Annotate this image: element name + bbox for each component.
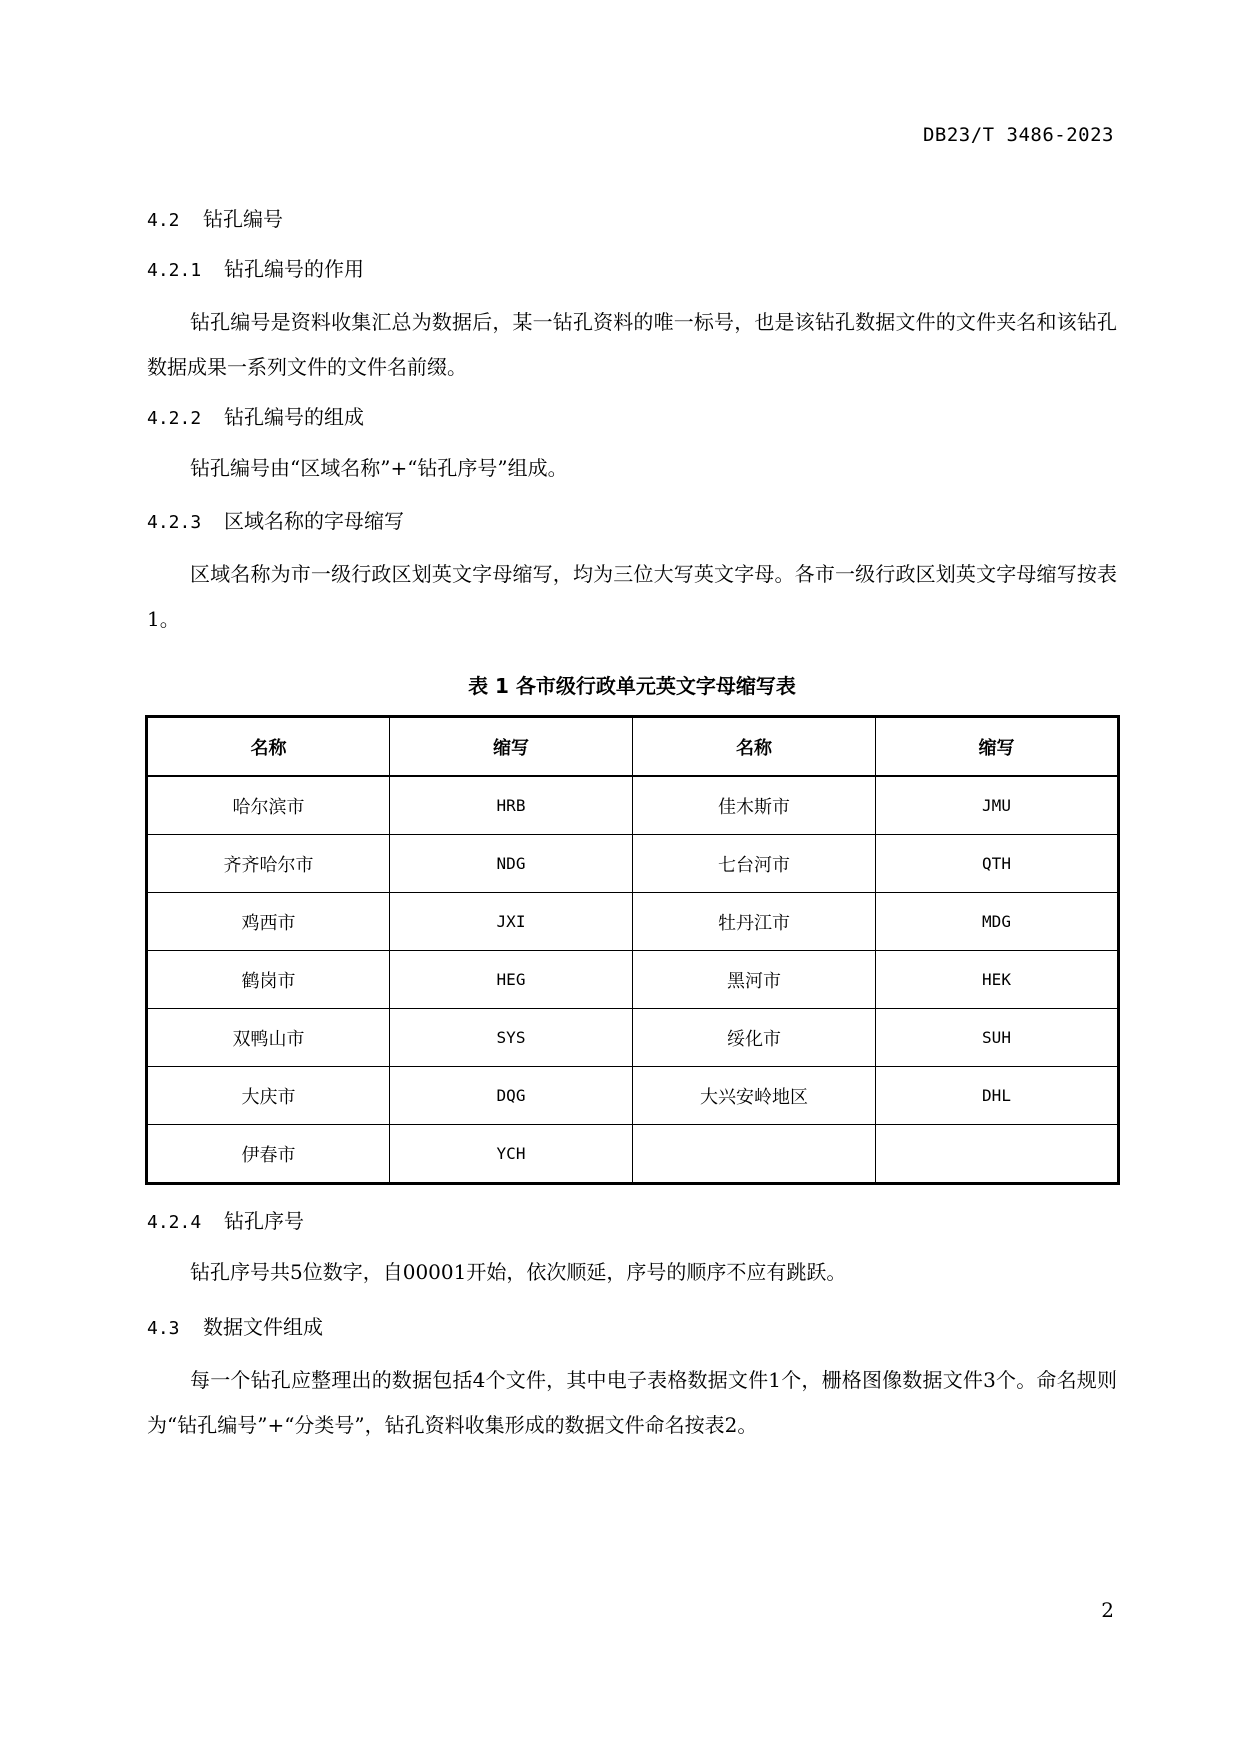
city-name-cell: 佳木斯市 (633, 776, 876, 835)
city-name-cell: 七台河市 (633, 835, 876, 893)
paragraph-4-2-4: 钻孔序号共5位数字，自00001开始，依次顺延，序号的顺序不应有跳跃。 (190, 1260, 847, 1284)
city-name-cell: 鸡西市 (147, 893, 390, 951)
city-name-cell: 大庆市 (147, 1067, 390, 1125)
heading-4-2 (147, 203, 283, 232)
paragraph-4-2-3: 区域名称为市一级行政区划英文字母缩写，均为三位大写英文字母。各市一级行政区划英文字母缩写按表1。 (147, 562, 1117, 631)
heading-title: 数据文件组成 (203, 1315, 323, 1339)
city-name-cell: 黑河市 (633, 951, 876, 1009)
heading-title: 钻孔编号的作用 (224, 257, 364, 281)
heading-number: 4.2.1 (147, 260, 202, 281)
city-name-cell: 伊春市 (147, 1125, 390, 1184)
heading-4-2-2 (147, 401, 364, 430)
city-code-cell: MDG (876, 893, 1119, 951)
table-row (147, 1067, 1119, 1125)
city-code-cell: SYS (390, 1009, 633, 1067)
city-code-cell: YCH (390, 1125, 633, 1184)
heading-number: 4.2 (147, 210, 180, 231)
paragraph-4-3: 每一个钻孔应整理出的数据包括4个文件，其中电子表格数据文件1个，栅格图像数据文件3个。命名规则为“钻孔编号”+“分类号”，钻孔资料收集形成的数据文件命名按表2。 (147, 1368, 1117, 1437)
empty-cell (633, 1125, 876, 1184)
city-code-cell: HRB (390, 776, 633, 835)
heading-4-3 (147, 1311, 323, 1340)
city-code-cell: QTH (876, 835, 1119, 893)
heading-4-2-1 (147, 253, 364, 282)
table-row (147, 776, 1119, 835)
paragraph-4-2-2: 钻孔编号由“区域名称”+“钻孔序号”组成。 (190, 456, 568, 480)
heading-title: 区域名称的字母缩写 (224, 509, 404, 533)
heading-title: 钻孔序号 (224, 1209, 304, 1233)
heading-title: 钻孔编号的组成 (224, 405, 364, 429)
table-row (147, 1125, 1119, 1184)
city-code-cell: SUH (876, 1009, 1119, 1067)
heading-4-2-4 (147, 1205, 304, 1234)
table-row (147, 1009, 1119, 1067)
table-caption: 表 1 各市级行政单元英文字母缩写表 (468, 674, 796, 698)
city-name-cell: 双鸭山市 (147, 1009, 390, 1067)
city-code-cell: JMU (876, 776, 1119, 835)
heading-title: 钻孔编号 (203, 207, 283, 231)
heading-number: 4.2.2 (147, 408, 202, 429)
heading-number: 4.3 (147, 1318, 180, 1339)
city-name-cell: 齐齐哈尔市 (147, 835, 390, 893)
city-name-cell: 大兴安岭地区 (633, 1067, 876, 1125)
city-code-cell: JXI (390, 893, 633, 951)
table-row (147, 893, 1119, 951)
header-cell: 缩写 (390, 717, 633, 777)
city-code-cell: DQG (390, 1067, 633, 1125)
header-cell: 缩写 (876, 717, 1119, 777)
city-code-cell: HEG (390, 951, 633, 1009)
city-name-cell: 牡丹江市 (633, 893, 876, 951)
document-code: DB23/T 3486-2023 (922, 124, 1114, 146)
city-code-cell: HEK (876, 951, 1119, 1009)
heading-4-2-3 (147, 505, 404, 534)
table-row (147, 835, 1119, 893)
page-number: 2 (1101, 1598, 1114, 1622)
table-row (147, 951, 1119, 1009)
heading-number: 4.2.3 (147, 512, 202, 533)
header-cell: 名称 (633, 717, 876, 777)
city-name-cell: 鹤岗市 (147, 951, 390, 1009)
city-name-cell: 哈尔滨市 (147, 776, 390, 835)
header-cell: 名称 (147, 717, 390, 777)
heading-number: 4.2.4 (147, 1212, 202, 1233)
abbreviation-table (145, 715, 1120, 1185)
city-code-cell: DHL (876, 1067, 1119, 1125)
city-code-cell: NDG (390, 835, 633, 893)
empty-cell (876, 1125, 1119, 1184)
table-header-row (147, 717, 1119, 777)
city-name-cell: 绥化市 (633, 1009, 876, 1067)
paragraph-4-2-1: 钻孔编号是资料收集汇总为数据后，某一钻孔资料的唯一标号，也是该钻孔数据文件的文件夹名和该钻孔数据成果一系列文件的文件名前缀。 (147, 310, 1117, 379)
